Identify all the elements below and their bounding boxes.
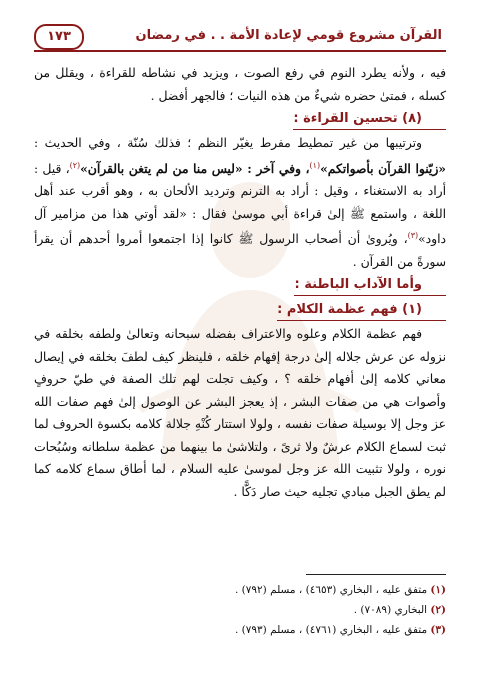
hadith-quote: ، وفي آخر : «ليس منا من لم يتغن بالقرآن» xyxy=(80,160,310,176)
footnote-divider xyxy=(306,574,446,575)
running-header xyxy=(34,28,446,52)
text-span: ، ويُروىٰ أن أصحاب الرسول ﷺ كانوا إذا اجتمعوا أمروا أحدهم أن يقرأ سورةً من القرآن . xyxy=(34,232,446,269)
text-span: ، قيل : أراد به الاستغناء ، وقيل : أراد به الترنم وترديد الألحان به ، وهو أقرب عند أهل اللغة ، واستمع ﷺ إلىٰ قراءة أبي موسىٰ فقال : «لقد أوتي هذا من مزامير آل داود» xyxy=(34,161,446,247)
section-heading: وأما الآداب الباطنة : xyxy=(294,275,446,296)
header-title: القرآن مشروع قومي لإعادة الأمة . . في رمضان xyxy=(135,28,442,43)
footnote-ref: (٣) xyxy=(407,231,419,241)
text-span: وترتيبها من غير تمطيط مفرط يغيّر النظم ؛ فذلك سُنّة ، وفي الحديث : xyxy=(34,136,422,150)
hadith-quote: «زيّنوا القرآن بأصواتكم» xyxy=(320,160,446,176)
footnotes xyxy=(34,580,446,640)
footnote-number: (٢) xyxy=(430,604,446,616)
footnote-item xyxy=(34,600,446,620)
footnote-ref: (١) xyxy=(309,160,321,170)
footnote-number: (١) xyxy=(430,584,446,596)
footnote-text: متفق عليه ، البخاري (٤٦٥٣) ، مسلم (٧٩٢) . xyxy=(234,584,428,596)
section-heading: (١) فهم عظمة الكلام : xyxy=(277,300,446,321)
footnote-text: متفق عليه ، البخاري (٤٧٦١) ، مسلم (٧٩٣) . xyxy=(234,624,428,636)
footnote-number: (٣) xyxy=(430,624,446,636)
page-number: ١٧٣ xyxy=(34,24,84,50)
main-text xyxy=(34,62,446,503)
footnote-ref: (٢) xyxy=(69,160,81,170)
footnote-item xyxy=(34,580,446,600)
paragraph: فيه ، ولأنه يطرد النوم في رفع الصوت ، ويزيد في نشاطه للقراءة ، ويقلل من كسله ، فمتىٰ حضره شيءٌ من هذه النيات ؛ فالجهر أفضل . xyxy=(34,66,446,103)
footnote-item xyxy=(34,620,446,640)
paragraph xyxy=(34,132,446,273)
section-heading: (٨) تحسين القراءة : xyxy=(293,109,446,130)
footnote-text: البخاري (٧٠٨٩) . xyxy=(353,604,428,616)
paragraph: فهم عظمة الكلام وعلوه والاعتراف بفضله سبحانه وتعالىٰ ولطفه بخلقه في نزوله عن عرش جلاله إلىٰ درجة إفهام خلقه ، فلينظر كيف لطفَ بخلقه في إيصال معاني كلامه إلىٰ أفهام خلقه ؟ ، وكيف تجلت لهم تلك الصفة في طيّ حروفٍ وأصوات هي من صفات البشر ، إذ يعجز البشر عن الوصول إلىٰ فهم صفات الله عز وجل إلا بوسيلة صفات نفسه ، ولولا استتار كُنْهِ جلالة كلامه بكسوة الحروف لما ثبت لسماع الكلام عرشٌ ولا ثرىً ، ولتلاشىٰ ما بينهما من عظمة سلطانه وسُبُحات نوره ، ولولا تثبيت الله عز وجل لموسىٰ عليه السلام ، لما أطاق سماع كلامه كما لم يطق الجبل مبادي تجليه حيث صار دَكًّا . xyxy=(34,327,446,499)
